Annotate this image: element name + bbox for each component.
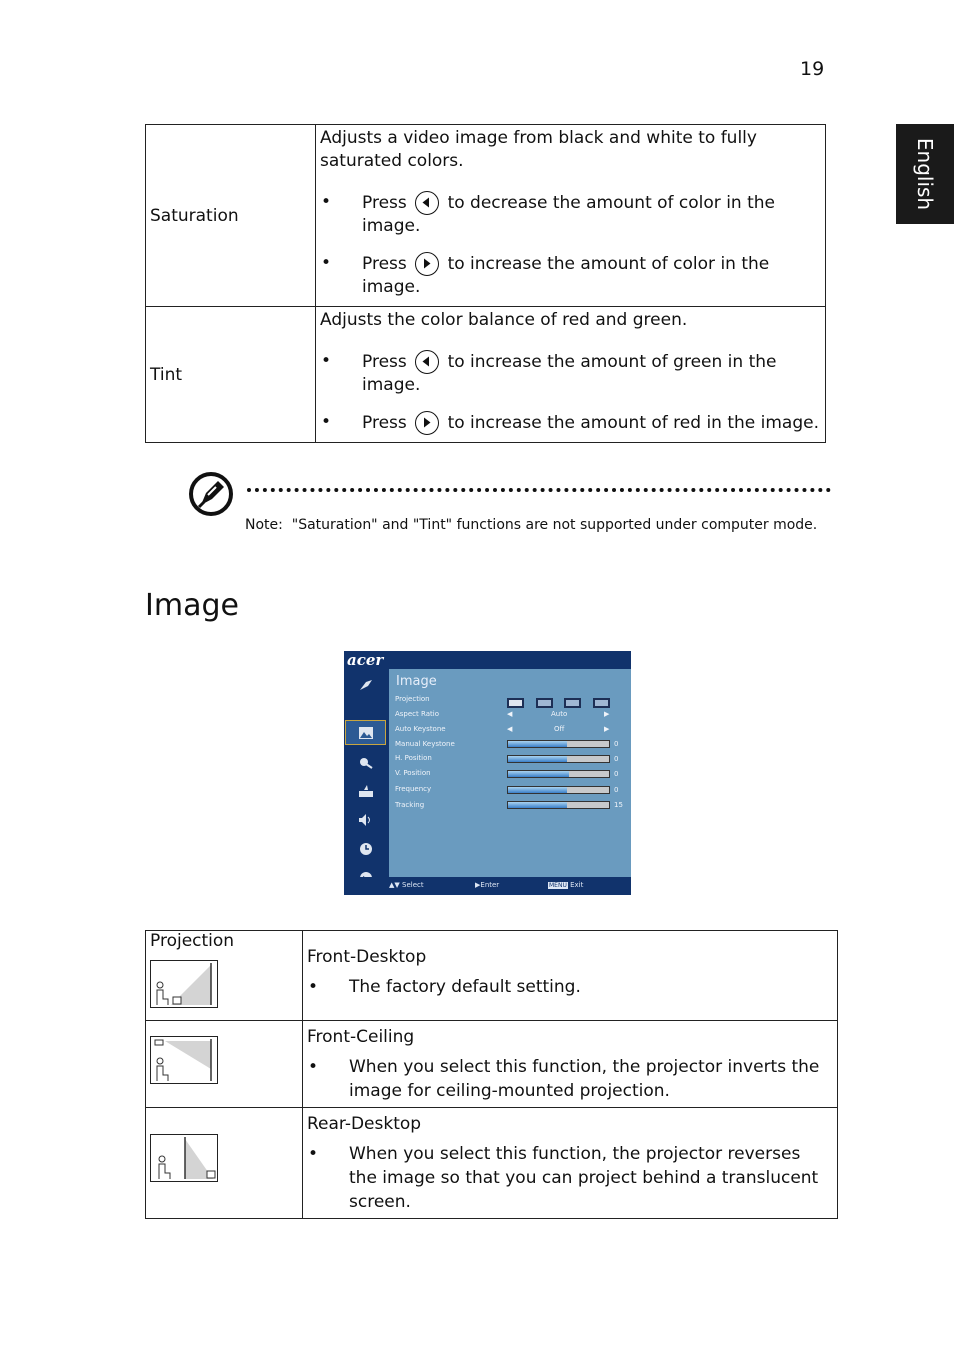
bullet-text: Press	[362, 352, 407, 372]
image-icon	[358, 726, 374, 740]
speaker-icon	[358, 813, 374, 827]
osd-title: Image	[396, 674, 437, 689]
acer-logo: acer	[347, 651, 384, 669]
osd-row-frequency	[395, 785, 431, 797]
projection-table	[145, 930, 838, 1219]
rear-desktop-icon	[150, 1134, 218, 1182]
chevron-left-icon: ◀	[507, 710, 513, 718]
chevron-right-icon: ▶	[604, 710, 610, 718]
bullet-text: to increase the amount of green in the image.	[362, 352, 777, 395]
slider-value: 0	[614, 740, 619, 748]
saturation-description	[316, 125, 826, 307]
front-ceiling-icon	[150, 1036, 218, 1084]
bullet-text: When you select this function, the projector inverts the image for ceiling-mounted projection.	[349, 1057, 820, 1101]
bullet-text: Press	[362, 193, 407, 213]
slider-value: 0	[614, 786, 619, 794]
osd-row-aspect-ratio	[395, 710, 439, 722]
saturation-tint-table	[145, 124, 826, 443]
menu-key: MENU	[549, 882, 567, 889]
timer-icon	[358, 842, 374, 856]
osd-menu-screenshot	[344, 651, 631, 895]
bullet-text: to increase the amount of red in the image.	[447, 413, 820, 433]
slider-value: 0	[614, 755, 619, 763]
slider-value: 0	[614, 770, 619, 778]
right-triangle-icon: ▶	[475, 881, 481, 889]
note-pen-icon	[188, 471, 234, 517]
front-desktop-icon	[150, 960, 218, 1008]
bullet-text: Press	[362, 413, 407, 433]
list-item: • Press to increase the amount of red in the image.	[321, 412, 820, 433]
section-title: Image	[145, 588, 239, 623]
front-ceiling-title: Front-Ceiling	[307, 1027, 415, 1047]
left-arrow-icon	[415, 350, 439, 374]
select-hint: ▲▼ Select	[389, 881, 424, 889]
osd-row-label: Frequency	[395, 785, 432, 793]
osd-row-label: Projection	[395, 695, 430, 703]
list-item: • Press to increase the amount of green in the image.	[321, 351, 777, 395]
front-desktop-title: Front-Desktop	[307, 947, 427, 967]
slider-bar	[507, 786, 610, 794]
right-arrow-icon	[415, 411, 439, 435]
bullet-text: to decrease the amount of color in the image.	[362, 193, 775, 236]
saturation-intro: Adjusts a video image from black and white to fully saturated colors.	[320, 128, 757, 171]
osd-row-auto-keystone	[395, 725, 446, 737]
list-item: • When you select this function, the projector inverts the image for ceiling-mounted projection.	[307, 1055, 833, 1103]
osd-row-label: Tracking	[395, 801, 425, 809]
osd-row-tracking	[395, 801, 424, 813]
tint-label: Tint	[146, 307, 316, 443]
slider-value: 15	[614, 801, 623, 809]
projection-mode-icons	[507, 694, 612, 706]
enter-hint: ▶Enter	[475, 881, 500, 889]
osd-row-label: Manual Keystone	[395, 740, 455, 748]
auto-keystone-value: Off	[554, 725, 565, 733]
osd-row-v-position	[395, 769, 431, 781]
page-number: 19	[800, 58, 825, 80]
osd-row-projection	[395, 695, 430, 707]
right-arrow-icon	[415, 252, 439, 276]
projection-icons	[507, 697, 612, 709]
chevron-left-icon: ◀	[507, 725, 513, 733]
left-arrow-icon	[415, 191, 439, 215]
note-label: Note:	[245, 517, 283, 533]
saturation-label: Saturation	[146, 125, 316, 307]
osd-row-manual-keystone	[395, 740, 455, 752]
slider-bar	[507, 801, 610, 809]
bullet-text: The factory default setting.	[349, 977, 581, 997]
osd-footer	[344, 877, 631, 895]
list-item: • Press to increase the amount of color in the image.	[321, 253, 770, 297]
bullet-text: Press	[362, 254, 407, 274]
list-item: • Press to decrease the amount of color in the image.	[321, 192, 775, 236]
projection-header: Projection	[150, 931, 235, 951]
osd-sidebar	[344, 669, 389, 877]
osd-row-h-position	[395, 754, 432, 766]
tint-intro: Adjusts the color balance of red and green.	[320, 310, 688, 330]
note-text	[245, 516, 835, 535]
slider-bar	[507, 770, 610, 778]
list-item: • When you select this function, the projector reverses the image so that you can project behind a translucent screen.	[307, 1142, 833, 1214]
slider-bar	[507, 740, 610, 748]
note-divider	[247, 488, 831, 492]
updown-arrow-icon: ▲▼	[389, 881, 400, 889]
color-icon	[358, 678, 374, 692]
list-item: • The factory default setting.	[307, 975, 833, 999]
osd-row-label: Aspect Ratio	[395, 710, 439, 718]
note-body: "Saturation" and "Tint" functions are not supported under computer mode.	[291, 517, 818, 533]
bullet-text: to increase the amount of color in the image.	[362, 254, 770, 297]
rear-desktop-title: Rear-Desktop	[307, 1114, 422, 1134]
chevron-right-icon: ▶	[604, 725, 610, 733]
osd-row-label: H. Position	[395, 754, 432, 762]
settings-icon	[358, 755, 374, 769]
language-tab	[896, 124, 954, 224]
osd-row-label: V. Position	[395, 769, 431, 777]
tint-description	[316, 307, 826, 443]
bullet-text: When you select this function, the projector reverses the image so that you can project behind a translucent screen.	[349, 1144, 819, 1212]
aspect-ratio-value: Auto	[551, 710, 568, 718]
language-tab-label: English	[913, 137, 937, 211]
exit-hint: MENU Exit	[549, 881, 584, 889]
slider-bar	[507, 755, 610, 763]
osd-row-label: Auto Keystone	[395, 725, 446, 733]
management-icon	[358, 784, 374, 798]
